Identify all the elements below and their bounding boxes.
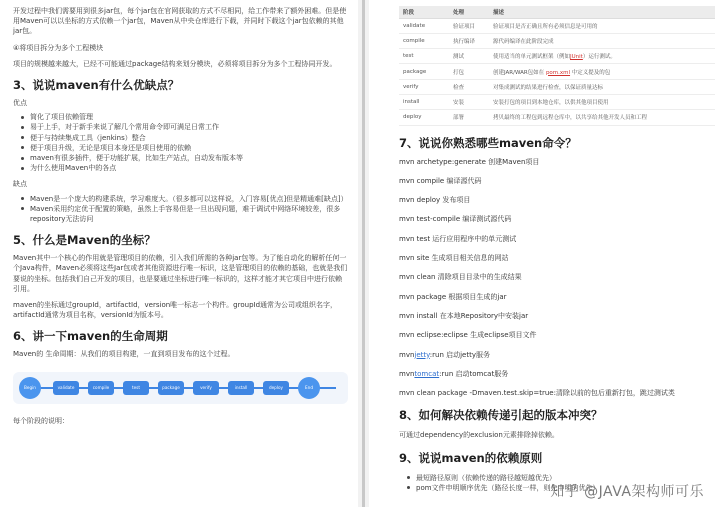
pros-item: maven有很多插件，便于功能扩展，比如生产站点，自动发布版本等	[13, 153, 348, 163]
action-cell: 验证项目	[449, 18, 489, 33]
pros-item: 易于上手，对于新手来说了解几个常用命令即可满足日常工作	[13, 122, 348, 132]
lifecycle-end-node: End	[298, 377, 320, 399]
phase-cell: compile	[399, 33, 449, 48]
lifecycle-validate-node: validate	[53, 381, 79, 395]
description-cell	[489, 79, 715, 94]
table-row	[399, 18, 715, 33]
description-text: 验证项目是否正确且所有必须信息是可用的	[493, 23, 598, 30]
description-text: 安装打包的项目到本地仓库，以供其他项目使用	[493, 100, 609, 107]
principle-item: 最短路径原则（依赖传递的路径越短越优先）	[399, 473, 710, 483]
pom-xml-link[interactable]: pom.xml	[545, 69, 571, 76]
command-prefix: mvn	[399, 369, 415, 378]
phase-cell: verify	[399, 79, 449, 94]
command-item: mvn compile 编译源代码	[399, 176, 482, 185]
command-item: mvn install 在本地Repository中安装jar	[399, 311, 529, 320]
right-page	[369, 0, 720, 507]
description-cell	[489, 110, 715, 125]
description-cell	[489, 33, 715, 48]
header-action: 处理	[449, 6, 489, 18]
lifecycle-test-node: test	[123, 381, 149, 395]
table-row	[399, 49, 715, 64]
description-text: 对集成测试的结果进行检查，以保证质量达标	[493, 84, 604, 91]
left-page	[0, 0, 358, 507]
phases-intro: 每个阶段的说明：	[13, 416, 69, 425]
zhihu-watermark: 知乎 @JAVA架构师可乐	[550, 484, 704, 500]
intro-paragraph: 开发过程中我们需要用到很多jar包，每个jar包在官网获取的方式不尽相同，给工作带来了额外困难。但是使用Maven可以以坐标的方式依赖一个jar包，Maven从中央仓库进行下载，并同时下载这个jar包依赖的其他jar包。	[13, 7, 347, 36]
phase-cell: validate	[399, 18, 449, 33]
table-row	[399, 64, 715, 79]
command-suffix: :run 启动jetty服务	[429, 350, 490, 359]
lifecycle-verify-node: verify	[193, 381, 219, 395]
cons-item: Maven采用约定优于配置的策略，虽然上手容易但是一旦出现问题，难于调试中网络环境较差，很多repository无法访问	[13, 204, 348, 224]
command-suffix: :run 启动tomcat服务	[439, 369, 509, 378]
command-item: mvn test-compile 编译测试源代码	[399, 215, 512, 224]
action-cell: 打包	[449, 64, 489, 79]
heading-q9: 9、说说maven的依赖原则	[399, 450, 543, 465]
phase-cell: deploy	[399, 110, 449, 125]
description-cell	[489, 64, 715, 79]
command-item	[399, 370, 710, 379]
command-item: mvn archetype:generate 创建Maven项目	[399, 157, 540, 166]
description-text: 使用适当的单元测试框架（例如	[493, 54, 571, 61]
phase-table	[399, 6, 715, 126]
command-item: mvn clean 清除项目目录中的生成结果	[399, 273, 522, 282]
lifecycle-deploy-node: deploy	[263, 381, 289, 395]
description-text: 拷贝最终的工程包到远程仓库中，以共享给其他开发人员和工程	[493, 115, 648, 122]
pros-item: 便于与持续集成工具（jenkins）整合	[13, 133, 348, 143]
description-text: 源代码编译在此阶段完成	[493, 38, 554, 45]
command-item: mvn clean package -Dmaven.test.skip=true:清除以前的包后重新打包，跳过测试类	[399, 389, 675, 398]
phase-cell: package	[399, 64, 449, 79]
action-cell: 执行编译	[449, 33, 489, 48]
command-item	[399, 351, 710, 360]
action-cell: 安装	[449, 94, 489, 109]
lifecycle-diagram	[13, 372, 348, 404]
command-item: mvn test 运行应用程序中的单元测试	[399, 234, 517, 243]
junit-link[interactable]: JUnit	[570, 54, 583, 61]
header-phase: 阶段	[399, 6, 449, 18]
description-tail: 中定义提及的包	[570, 69, 611, 76]
heading-q5: 5、什么是Maven的坐标？	[13, 233, 156, 248]
split-description: 项目的规模越来越大，已经不可能通过package结构来划分模块，必须将项目拆分为多个工程协同开发。	[13, 59, 337, 68]
pros-item: 简化了项目依赖管理	[13, 112, 348, 122]
command-item: mvn deploy 发布项目	[399, 196, 471, 205]
description-text: 创建JAR/WAR包如在	[493, 69, 546, 76]
conflict-description: 可通过dependency的exclusion元素排除掉依赖。	[399, 431, 559, 440]
description-cell	[489, 94, 715, 109]
header-description: 描述	[489, 6, 715, 18]
heading-q6: 6、讲一下maven的生命周期	[13, 329, 168, 344]
jetty-link[interactable]: jetty	[414, 350, 430, 359]
table-row	[399, 79, 715, 94]
heading-q8: 8、如何解决依赖传递引起的版本冲突？	[399, 408, 603, 423]
page-divider	[362, 0, 365, 507]
command-item: mvn site 生成项目相关信息的网站	[399, 254, 509, 263]
lifecycle-package-node: package	[158, 381, 184, 395]
phase-table-header	[399, 6, 715, 18]
command-item: mvn package 根据项目生成的jar	[399, 292, 507, 301]
command-prefix: mvn	[399, 350, 415, 359]
table-row	[399, 33, 715, 48]
command-list	[399, 158, 710, 399]
lifecycle-install-node: install	[228, 381, 254, 395]
coordinate-description: Maven其中一个核心的作用就是管理项目的依赖，引入我们所需的各种jar包等。为了能自动化的解析任何一个Java构件，Maven必须将这些Jar包或者其他资源进行唯一标识，这是管理项目的依赖的基础，也就是我们要说的坐标。包括我们自己开发的项目，也是要通过坐标进行唯一标识的，这样才能才其它项目中进行依赖引用。	[13, 254, 348, 293]
description-tail: ）运行测试。	[582, 54, 616, 61]
action-cell: 检查	[449, 79, 489, 94]
description-cell	[489, 18, 715, 33]
command-item: mvn eclipse:eclipse 生成eclipse项目文件	[399, 331, 537, 340]
phase-cell: install	[399, 94, 449, 109]
principle-item: pom文件申明顺序优先（路径长度一样，则先申明的优先）	[399, 483, 710, 493]
heading-q7: 7、说说你熟悉哪些maven命令？	[399, 135, 577, 150]
action-cell: 测试	[449, 49, 489, 64]
coordinate-detail: maven的坐标通过groupId，artifactId，version唯一标志一个构件。groupId通常为公司或组织名字，artifactId通常为项目名称，versionId为版本号。	[13, 301, 338, 320]
pros-list	[13, 112, 348, 173]
description-cell	[489, 49, 715, 64]
table-row	[399, 110, 715, 125]
pros-item: 为什么使用Maven中的各点	[13, 163, 348, 173]
cons-list	[13, 194, 348, 225]
lifecycle-compile-node: compile	[88, 381, 114, 395]
split-note: ④将项目拆分为多个工程模块	[13, 43, 104, 52]
cons-item: Maven是一个庞大的构建系统，学习难度大。（很多都可以这样说，入门容易[优点]但是精通难[缺点]）	[13, 194, 348, 204]
cons-label: 缺点	[13, 180, 27, 189]
heading-q3: 3、说说maven有什么优缺点？	[13, 78, 180, 93]
pros-label: 优点	[13, 99, 27, 108]
lifecycle-description: Maven的 生命周期：从我们的项目构建，一直到项目发布的这个过程。	[13, 350, 235, 359]
pros-item: 便于项目升级，无论是项目本身还是项目使用的依赖	[13, 143, 348, 153]
lifecycle-begin-node: Begin	[19, 377, 41, 399]
phase-cell: test	[399, 49, 449, 64]
action-cell: 部署	[449, 110, 489, 125]
tomcat-link[interactable]: tomcat	[414, 369, 440, 378]
table-row	[399, 94, 715, 109]
